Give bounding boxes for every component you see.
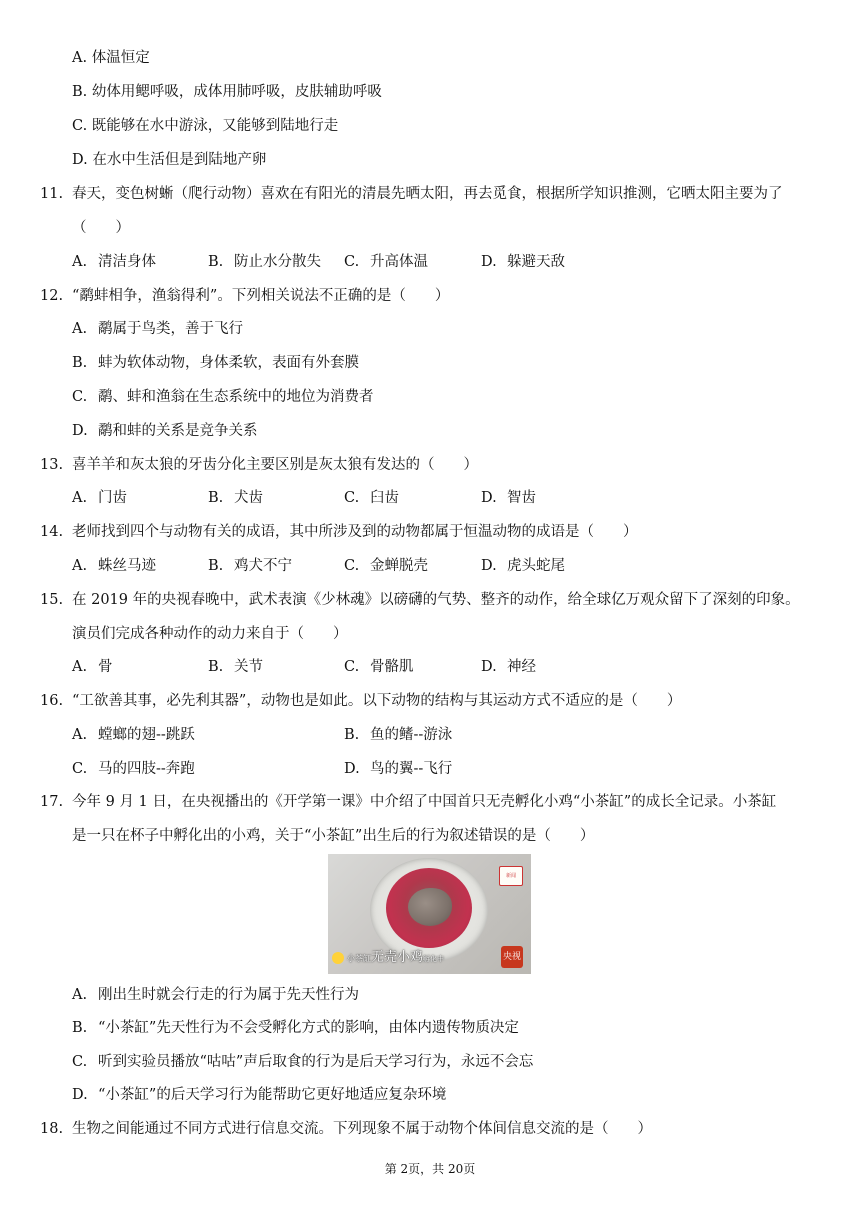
option-d: D. 鸟的翼--飞行 (344, 761, 453, 777)
option-c: C. 升高体温 (344, 254, 428, 270)
option-a: A. 鹬属于鸟类，善于飞行 (72, 321, 243, 337)
sun-icon (332, 952, 344, 964)
news-badge: 新闻 (499, 866, 523, 886)
channel-logo: 央视 (501, 946, 523, 968)
question-stem: 喜羊羊和灰太狼的牙齿分化主要区别是灰太狼有发达的（ ） (72, 457, 478, 473)
question-stem: 今年 9 月 1 日，在央视播出的《开学第一课》中介绍了中国首只无壳孵化小鸡“小茶缸”的成长全记录。小茶缸 (72, 794, 777, 810)
option-d: D. “小茶缸”的后天学习行为能帮助它更好地适应复杂环境 (72, 1087, 447, 1103)
option-b: B. 关节 (208, 659, 263, 675)
option-c: C. 骨骼肌 (344, 659, 414, 675)
option-d: D. 智齿 (481, 490, 536, 506)
question-number: 13. (40, 457, 64, 473)
option-d: D. 躲避天敌 (481, 254, 565, 270)
option-a: A. 清洁身体 (72, 254, 156, 270)
option-c: C. 鹬、蚌和渔翁在生态系统中的地位为消费者 (72, 389, 374, 405)
video-caption: 小茶缸无壳小鸡孵化中 (332, 948, 444, 968)
question-number: 18. (40, 1121, 64, 1137)
option-b: B. 防止水分散失 (208, 254, 321, 270)
option-a: A. 骨 (72, 659, 113, 675)
option-d: D. 神经 (481, 659, 536, 675)
option-d: D. 在水中生活但是到陆地产卵 (72, 152, 267, 168)
question-stem: “工欲善其事，必先利其器”，动物也是如此。以下动物的结构与其运动方式不适应的是（ ） (72, 693, 682, 709)
question-number: 16. (40, 693, 64, 709)
option-c: C. 听到实验员播放“咕咕”声后取食的行为是后天学习行为，永远不会忘 (72, 1054, 534, 1070)
question-stem: “鹬蚌相争，渔翁得利”。下列相关说法不正确的是（ ） (72, 288, 450, 304)
chick-in-cup-photo (328, 854, 531, 974)
question-stem: 春天，变色树蜥（爬行动物）喜欢在有阳光的清晨先晒太阳，再去觅食，根据所学知识推测，它晒太阳主要为了 (72, 186, 783, 202)
option-b: B. 幼体用鳃呼吸，成体用肺呼吸，皮肤辅助呼吸 (72, 84, 382, 100)
option-b: B. 鸡犬不宁 (208, 558, 292, 574)
option-c: C. 既能够在水中游泳，又能够到陆地行走 (72, 118, 339, 134)
option-d: D. 鹬和蚌的关系是竞争关系 (72, 423, 258, 439)
question-number: 11. (40, 186, 64, 202)
option-a: A. 刚出生时就会行走的行为属于先天性行为 (72, 987, 359, 1003)
option-a: A. 体温恒定 (72, 50, 150, 66)
option-c: C. 马的四肢--奔跑 (72, 761, 195, 777)
question-number: 17. (40, 794, 64, 810)
question-stem: 老师找到四个与动物有关的成语，其中所涉及到的动物都属于恒温动物的成语是（ ） (72, 524, 638, 540)
page-footer: 第 2页，共 20页 (384, 1162, 476, 1176)
option-b: B. 鱼的鳍--游泳 (344, 727, 453, 743)
question-number: 15. (40, 592, 64, 608)
option-c: C. 金蝉脱壳 (344, 558, 428, 574)
question-stem: 演员们完成各种动作的动力来自于（ ） (72, 626, 348, 642)
option-d: D. 虎头蛇尾 (481, 558, 565, 574)
question-number: 12. (40, 288, 64, 304)
option-b: B. “小茶缸”先天性行为不会受孵化方式的影响，由体内遗传物质决定 (72, 1020, 519, 1036)
option-a: A. 螳螂的翅--跳跃 (72, 727, 195, 743)
option-c: C. 臼齿 (344, 490, 399, 506)
question-stem: 是一只在杯子中孵化出的小鸡，关于“小茶缸”出生后的行为叙述错误的是（ ） (72, 828, 595, 844)
option-a: A. 蛛丝马迹 (72, 558, 156, 574)
question-stem: （ ） (72, 220, 130, 236)
question-stem: 在 2019 年的央视春晚中，武术表演《少林魂》以磅礴的气势、整齐的动作，给全球亿万观众留下了深刻的印象。 (72, 592, 800, 608)
option-a: A. 门齿 (72, 490, 127, 506)
option-b: B. 蚌为软体动物，身体柔软，表面有外套膜 (72, 355, 359, 371)
question-number: 14. (40, 524, 64, 540)
chick (408, 888, 452, 926)
option-b: B. 犬齿 (208, 490, 263, 506)
question-stem: 生物之间能通过不同方式进行信息交流。下列现象不属于动物个体间信息交流的是（ ） (72, 1121, 652, 1137)
